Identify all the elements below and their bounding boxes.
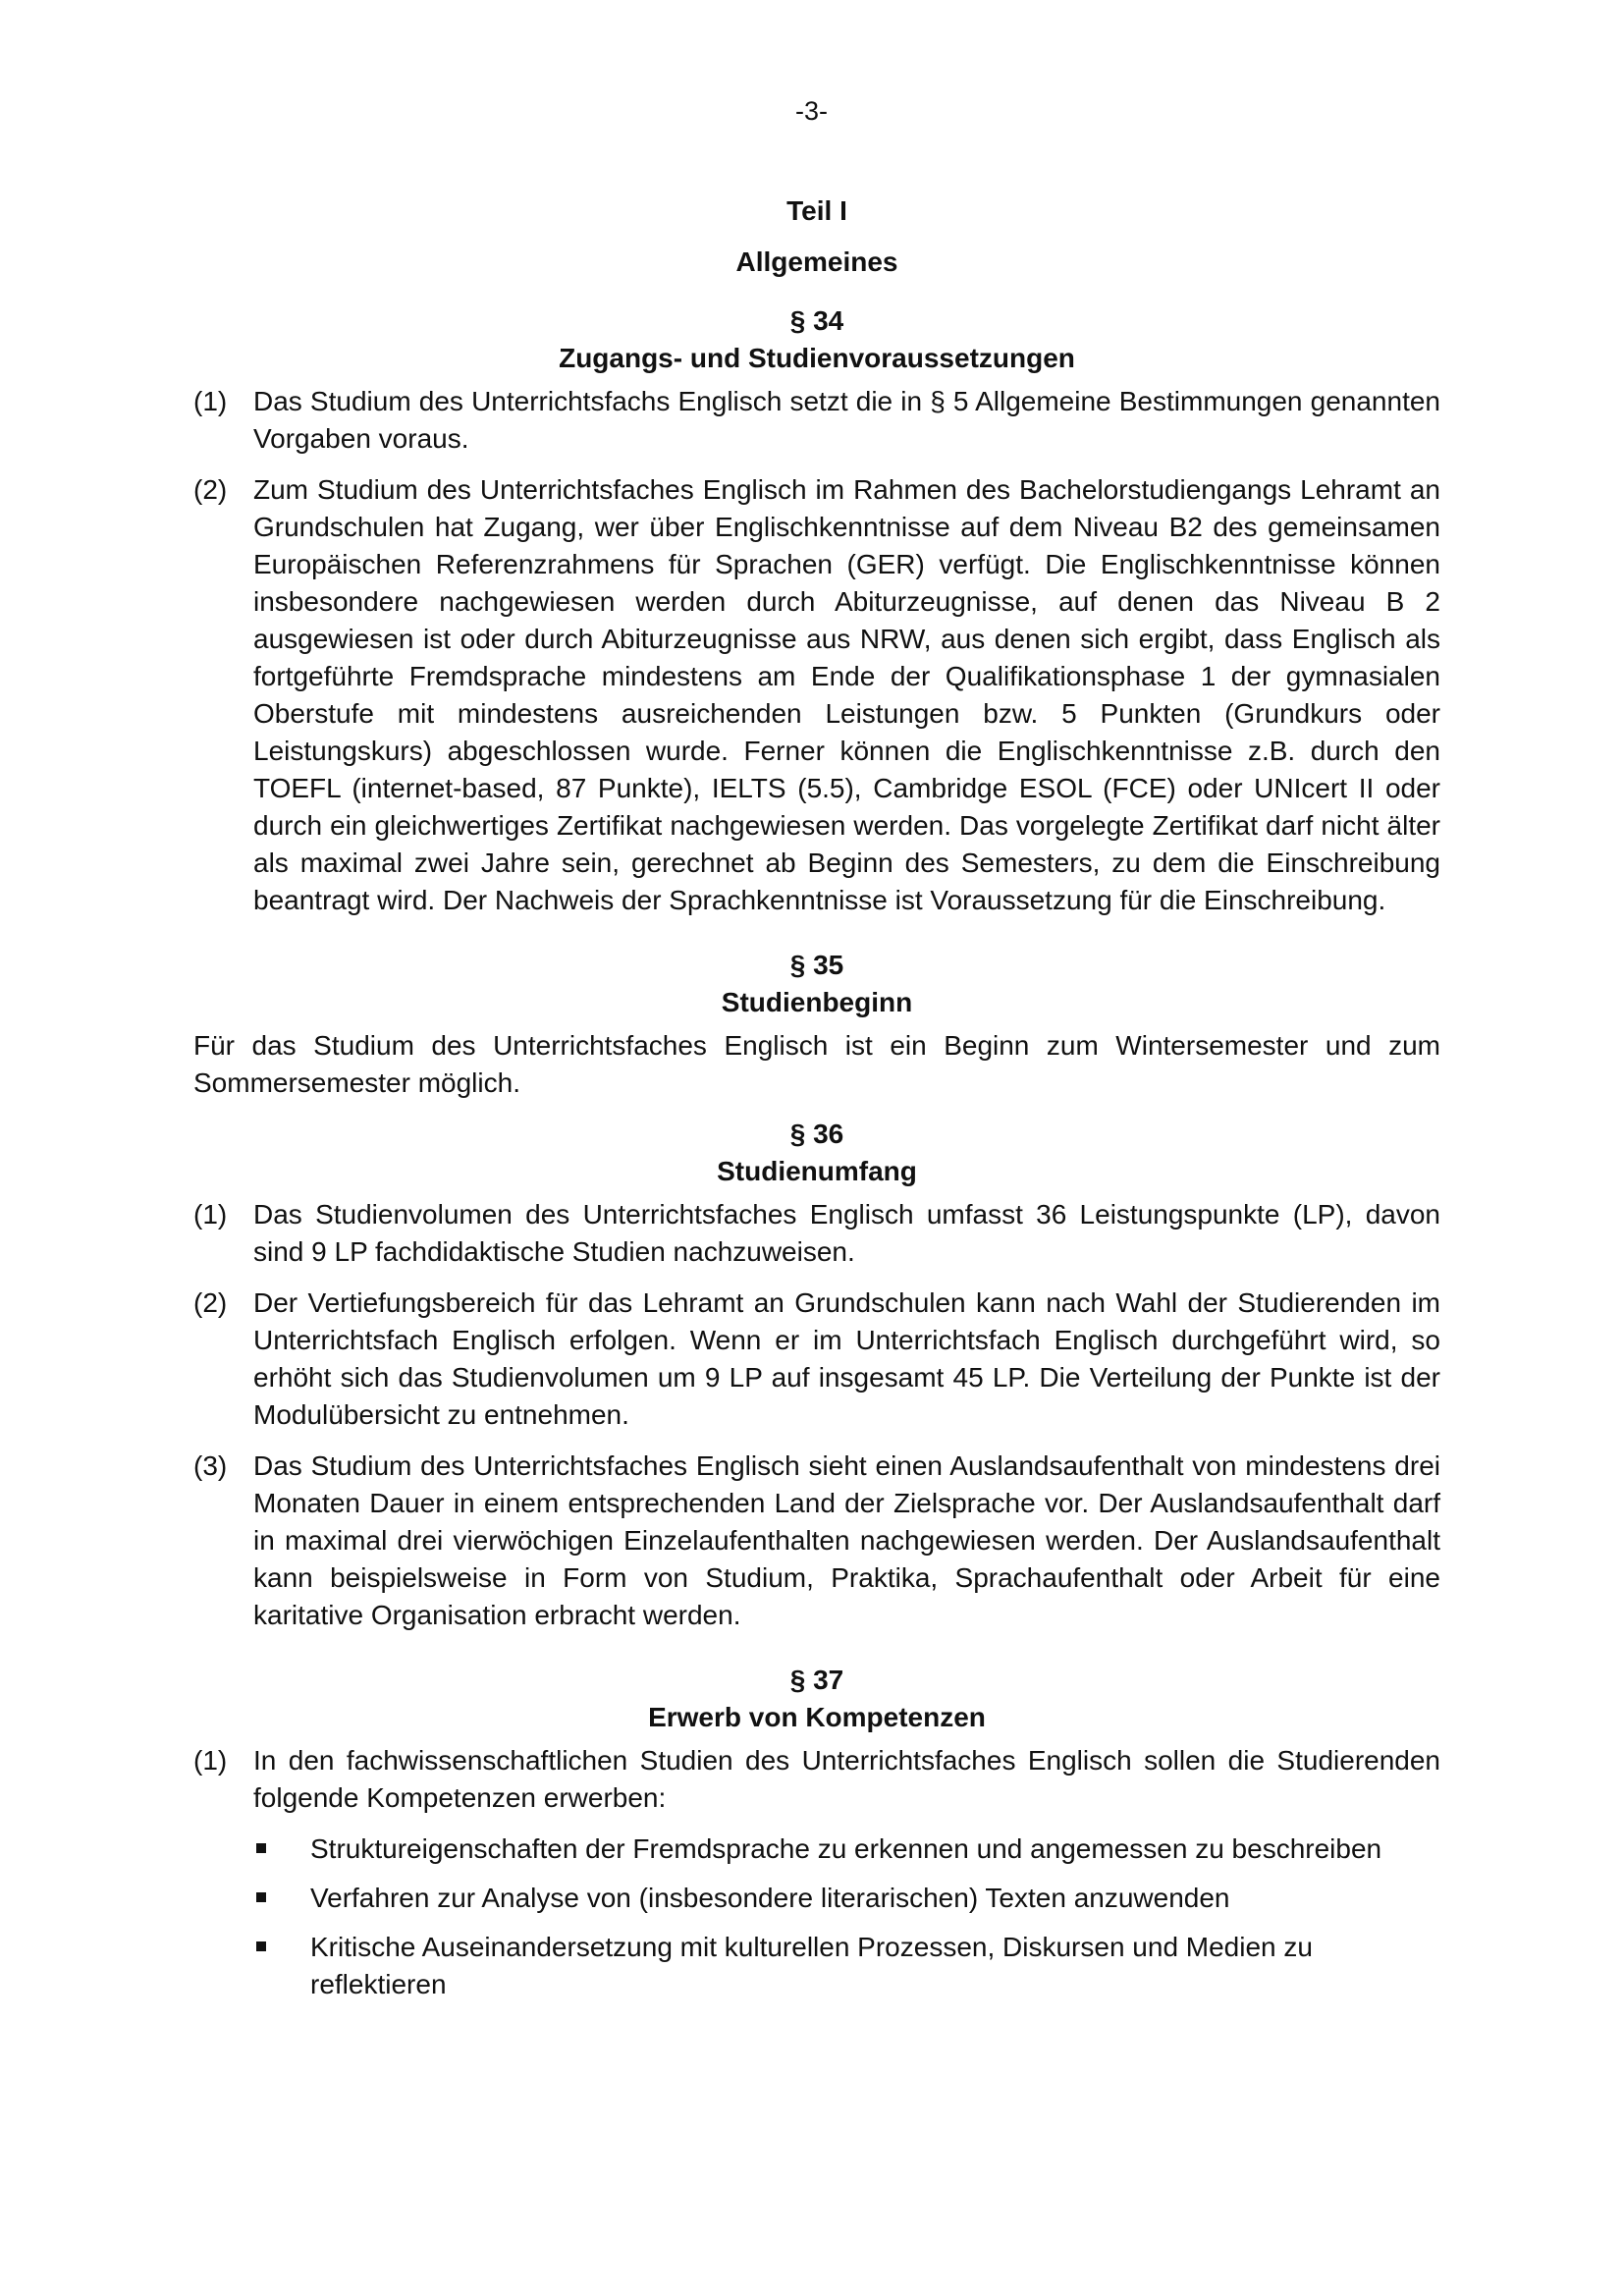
paragraph-text: Das Studium des Unterrichtsfaches Englisch sieht einen Auslandsaufenthalt von mindestens drei Monaten Dauer in einem entsprechenden Land der Zielsprache vor. Der Auslandsaufenthalt darf in maximal drei vierwöchigen Einzelaufenthalten nachgewiesen werden. Der Auslandsaufenthalt kann beispielsweise in Form von Studium, Praktika, Sprachaufenthalt oder Arbeit für eine karitative Organisation erbracht werden. bbox=[253, 1450, 1440, 1630]
document-body bbox=[193, 192, 1440, 2015]
paragraph bbox=[193, 1196, 1440, 1271]
section-34 bbox=[193, 302, 1440, 919]
list-item-text: Verfahren zur Analyse von (insbesondere literarischen) Texten anzuwenden bbox=[310, 1883, 1230, 1913]
paragraph-text: Das Studienvolumen des Unterrichtsfaches Englisch umfasst 36 Leistungspunkte (LP), davon sind 9 LP fachdidaktische Studien nachzuweisen. bbox=[253, 1199, 1440, 1267]
list-item bbox=[253, 1929, 1440, 2003]
section-text: Für das Studium des Unterrichtsfaches Englisch ist ein Beginn zum Wintersemester und zum Sommersemester möglich. bbox=[193, 1030, 1440, 1098]
square-bullet-icon bbox=[253, 1929, 310, 2003]
paragraph-number: (3) bbox=[193, 1450, 228, 1481]
section-number: § 34 bbox=[789, 305, 844, 336]
square-bullet-icon bbox=[253, 1831, 310, 1868]
section-title: Zugangs- und Studienvoraussetzungen bbox=[559, 343, 1075, 373]
section-title: Studienumfang bbox=[717, 1156, 917, 1186]
square-bullet-icon bbox=[253, 1880, 310, 1917]
section-title: Erwerb von Kompetenzen bbox=[648, 1702, 986, 1732]
part-subtitle: Allgemeines bbox=[735, 246, 898, 277]
paragraph bbox=[193, 1285, 1440, 1434]
paragraph-text: In den fachwissenschaftlichen Studien des Unterrichtsfaches Englisch sollen die Studierenden folgende Kompetenzen erwerben: bbox=[253, 1745, 1440, 1813]
part-title: Teil I bbox=[786, 195, 847, 226]
paragraph bbox=[193, 1742, 1440, 1817]
section-number: § 37 bbox=[789, 1665, 844, 1695]
paragraph-number: (1) bbox=[193, 1745, 228, 1776]
section-37 bbox=[193, 1662, 1440, 2003]
section-number: § 36 bbox=[789, 1119, 844, 1149]
section-36 bbox=[193, 1116, 1440, 1634]
list-item-text: Struktureigenschaften der Fremdsprache zu erkennen und angemessen zu beschreiben bbox=[310, 1833, 1382, 1864]
paragraph-number: (1) bbox=[193, 1199, 228, 1230]
paragraph-number: (2) bbox=[193, 1287, 228, 1318]
paragraph-number: (1) bbox=[193, 386, 228, 416]
section-title: Studienbeginn bbox=[721, 987, 913, 1017]
section-35 bbox=[193, 947, 1440, 1102]
list-item bbox=[253, 1831, 1440, 1868]
page-number: -3- bbox=[795, 96, 828, 126]
paragraph-number: (2) bbox=[193, 474, 228, 505]
competence-list bbox=[253, 1831, 1440, 2003]
list-item-text: Kritische Auseinandersetzung mit kulturellen Prozessen, Diskursen und Medien zu reflektieren bbox=[310, 1932, 1313, 1999]
paragraph bbox=[193, 1448, 1440, 1634]
paragraph bbox=[193, 471, 1440, 919]
paragraph-text: Der Vertiefungsbereich für das Lehramt an Grundschulen kann nach Wahl der Studierenden im Unterrichtsfach Englisch erfolgen. Wenn er im Unterrichtsfach Englisch durchgeführt wird, so erhöht sich das Studienvolumen um 9 LP auf insgesamt 45 LP. Die Verteilung der Punkte ist der Modulübersicht zu entnehmen. bbox=[253, 1287, 1440, 1430]
paragraph bbox=[193, 383, 1440, 458]
paragraph-text: Das Studium des Unterrichtsfachs Englisch setzt die in § 5 Allgemeine Bestimmungen genannten Vorgaben voraus. bbox=[253, 386, 1440, 454]
list-item bbox=[253, 1880, 1440, 1917]
paragraph-text: Zum Studium des Unterrichtsfaches Englisch im Rahmen des Bachelorstudiengangs Lehramt an Grundschulen hat Zugang, wer über Englischkenntnisse auf dem Niveau B2 des gemeinsamen Europäischen Referenzrahmens für Sprachen (GER) verfügt. Die Englischkenntnisse können insbesondere nachgewiesen werden durch Abiturzeugnisse, auf denen das Niveau B 2 ausgewiesen ist oder durch Abiturzeugnisse aus NRW, aus denen sich ergibt, dass Englisch als fortgeführte Fremdsprache mindestens am Ende der Qualifikationsphase 1 der gymnasialen Oberstufe mit mindestens ausreichenden Leistungen bzw. 5 Punkten (Grundkurs oder Leistungskurs) abgeschlossen wurde. Ferner können die Englischkenntnisse z.B. durch den TOEFL (internet-based, 87 Punkte), IELTS (5.5), Cambridge ESOL (FCE) oder UNIcert II oder durch ein gleichwertiges Zertifikat nachgewiesen werden. Das vorgelegte Zertifikat darf nicht älter als maximal zwei Jahre sein, gerechnet ab Beginn des Semesters, zu dem die Einschreibung beantragt wird. Der Nachweis der Sprachkenntnisse ist Voraussetzung für die Einschreibung. bbox=[253, 474, 1440, 915]
section-number: § 35 bbox=[789, 950, 844, 980]
